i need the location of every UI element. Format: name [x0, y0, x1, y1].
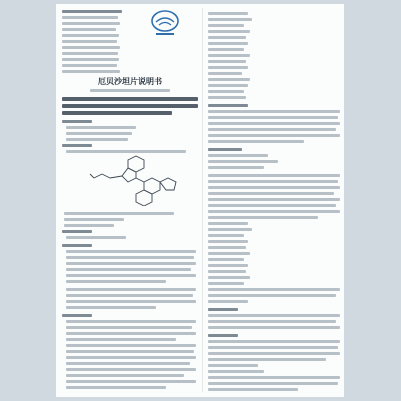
leaflet-page [56, 4, 344, 397]
seal-emblem-icon [150, 8, 180, 38]
column-divider [202, 8, 203, 392]
document-title: 厄贝沙坦片说明书 [98, 77, 162, 86]
chemical-structure-diagram [88, 154, 180, 206]
